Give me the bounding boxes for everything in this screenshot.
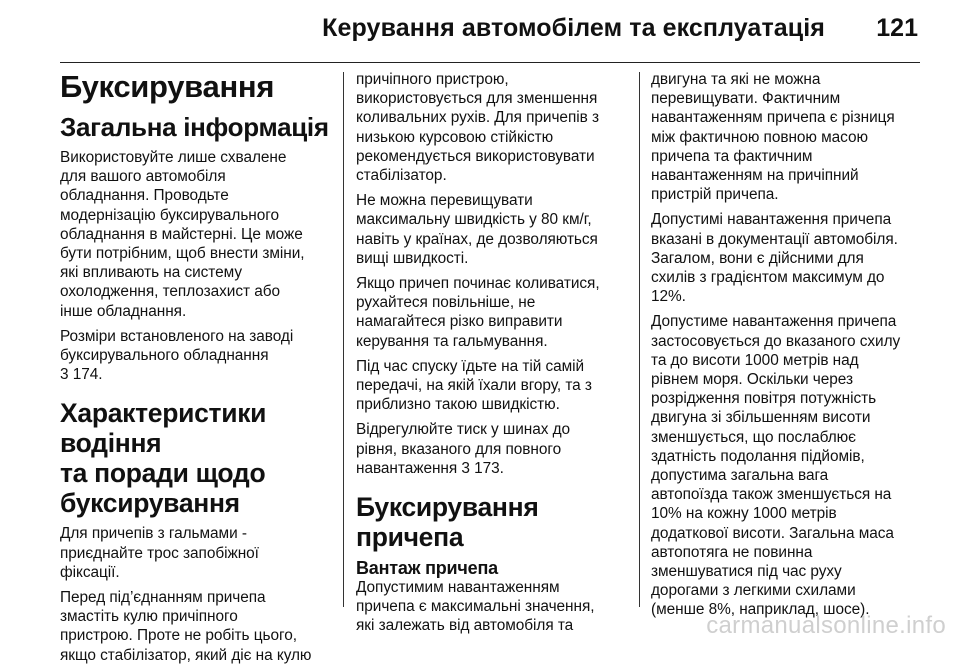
paragraph: двигуна та які не можна перевищувати. Фактичним навантаженням причепа є різниця між фактичною повною масою причепа та фактичним навантаженням на причіпний пристрій причепа. [651, 71, 895, 204]
paragraph: Допустиме навантаження причепа застосовується до вказаного схилу та до висоти 1000 метрів над рівнем моря. Оскільки через розрідження повітря потужність двигуна зі збільшенням висоти зменшується, що послаблює здатність подолання підйомів, допустима загальна вага автопоїзда також зменшується на 10% на кожну 1000 метрів додаткової висоти. Загальна маса автопотяга не повинна зменшуватися під час руху дорогами з легкими схилами (менше 8%, наприклад, шосе). [651, 313, 901, 619]
paragraph: Перед під’єднанням причепа змастіть кулю причіпного пристрою. Проте не робіть цього, якщо стабілізатор, який діє на кулю [60, 589, 312, 664]
paragraph: причіпного пристрою, використовується для зменшення коливальних рухів. Для причепів з низькою курсовою стійкістю рекомендується використовувати стабілізатор. [356, 71, 599, 185]
page-number: 121 [876, 14, 918, 42]
subsection-title-load: Вантаж причепа [356, 558, 498, 579]
paragraph: Допустимі навантаження причепа вказані в документації автомобіля. Загалом, вони є дійсними для схилів з градієнтом максимум до 12%. [651, 211, 898, 306]
section-title-trailer: Буксирування причепа [356, 492, 539, 553]
column-2 [356, 70, 631, 642]
subsection-title-general: Загальна інформація [60, 112, 329, 142]
paragraph: Під час спуску їдьте на тій самій передачі, на якій їхали вгору, та з приблизно такою швидкістю. [356, 357, 592, 414]
paragraph: Розміри встановленого на заводі буксирувального обладнання 3 174. [60, 327, 294, 384]
paragraph: Використовуйте лише схвалене для вашого автомобіля обладнання. Проводьте модернізацію буксирувального обладнання в майстерні. Це може бути потрібним, щоб внести зміни, які впливають на систему охолодження, теплозахист або інше обладнання. [60, 149, 305, 320]
column-divider [639, 72, 640, 607]
column-3 [651, 70, 926, 626]
column-divider [343, 72, 344, 607]
header-title: Керування автомобілем та експлуатація [322, 14, 825, 42]
page-header [60, 0, 920, 63]
paragraph: Не можна перевищувати максимальну швидкість у 80 км/г, навіть у країнах, де дозволяються вищі швидкості. [356, 192, 598, 267]
paragraph: Допустимим навантаженням причепа є максимальні значення, які залежать від автомобіля та [356, 579, 595, 635]
paragraph: Для причепів з гальмами - приєднайте трос запобіжної фіксації. [60, 525, 259, 581]
watermark: carmanualsonline.info [706, 612, 946, 639]
paragraph: Якщо причеп починає коливатися, рухайтеся повільніше, не намагайтеся різко виправити керування та гальмування. [356, 275, 600, 350]
paragraph: Відрегулюйте тиск у шинах до рівня, вказаного для повного навантаження 3 173. [356, 421, 571, 477]
column-1 [60, 70, 332, 671]
subsection-title-driving: Характеристики водіння та поради щодо буксирування [60, 398, 267, 519]
section-title-towing: Буксирування [60, 69, 275, 104]
